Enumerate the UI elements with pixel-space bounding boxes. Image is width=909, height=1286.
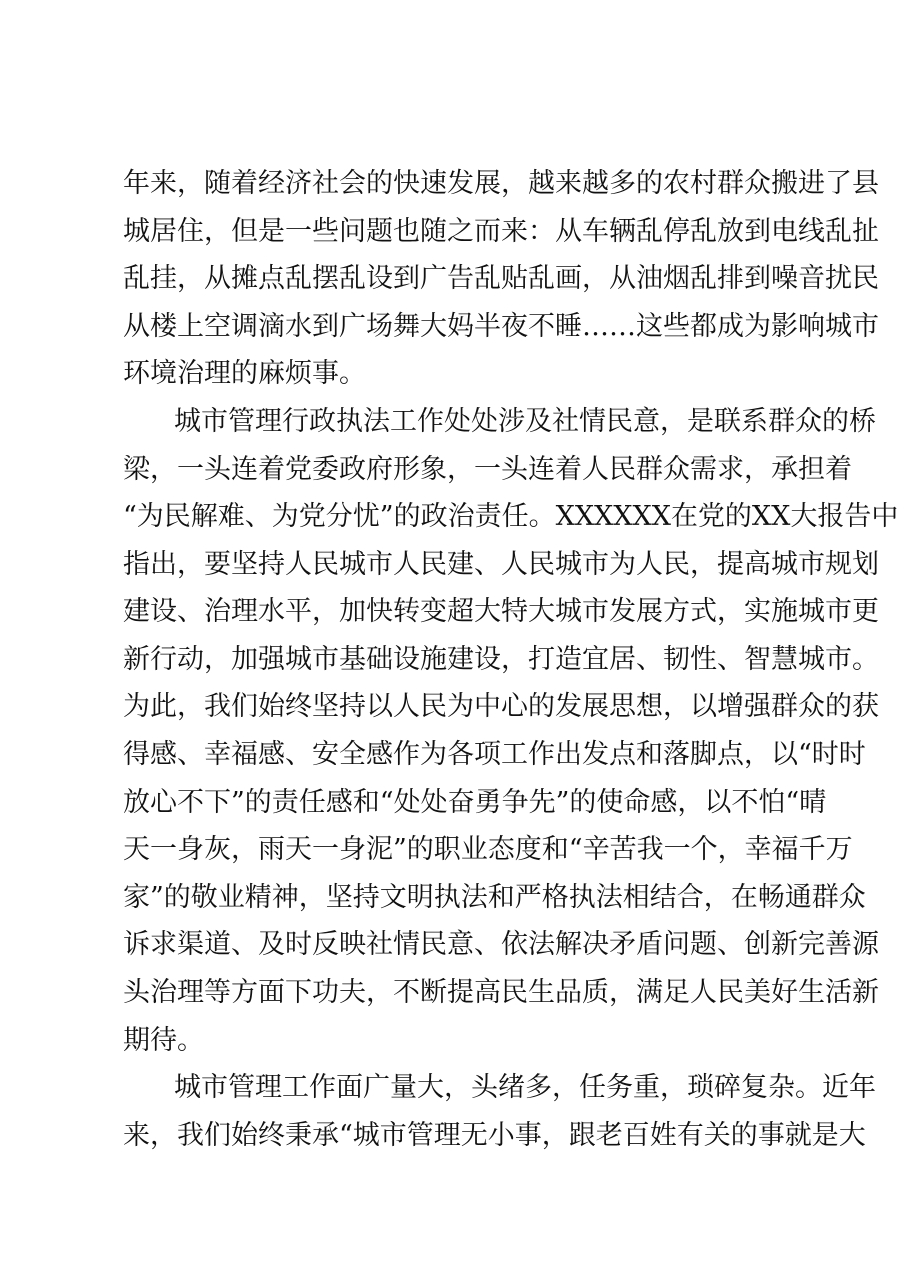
text-line: 新行动，加强城市基础设施建设，打造宜居、韧性、智慧城市。 [123,644,879,675]
text-line: 从楼上空调滴水到广场舞大妈半夜不睡……这些都成为影响城市 [123,311,879,342]
text-line: 城市管理行政执法工作处处涉及社情民意，是联系群众的桥 [174,406,876,437]
text-line: 梁，一头连着党委政府形象，一头连着人民群众需求，承担着 [123,454,852,485]
text-line: 得感、幸福感、安全感作为各项工作出发点和落脚点，以“时时 [123,739,866,770]
text-line: 城居住，但是一些问题也随之而来：从车辆乱停乱放到电线乱扯 [123,216,879,247]
text-line: 家”的敬业精神，坚持文明执法和严格执法相结合，在畅通群众 [123,882,866,913]
text-line: “为民解难、为党分忧”的政治责任。XXXXXX在党的XX大报告中 [123,501,899,532]
text-line: 乱挂，从摊点乱摆乱设到广告乱贴乱画，从油烟乱排到噪音扰民 [123,263,879,294]
text-line: 头治理等方面下功夫，不断提高民生品质，满足人民美好生活新 [123,977,879,1008]
text-line: 为此，我们始终坚持以人民为中心的发展思想，以增强群众的获 [123,691,879,722]
text-line: 建设、治理水平，加快转变超大特大城市发展方式，实施城市更 [123,596,879,627]
text-line: 天一身灰，雨天一身泥”的职业态度和“辛苦我一个，幸福千万 [123,834,853,865]
text-line: 环境治理的麻烦事。 [123,358,366,389]
text-line: 来，我们始终秉承“城市管理无小事，跟老百姓有关的事就是大 [123,1120,866,1151]
text-line: 诉求渠道、及时反映社情民意、依法解决矛盾问题、创新完善源 [123,929,879,960]
text-line: 年来，随着经济社会的快速发展，越来越多的农村群众搬进了县 [123,168,879,199]
text-line: 指出，要坚持人民城市人民建、人民城市为人民，提高城市规划 [123,549,879,580]
text-line: 城市管理工作面广量大，头绪多，任务重，琐碎复杂。近年 [174,1072,876,1103]
text-line: 放心不下”的责任感和“处处奋勇争先”的使命感，以不怕“晴 [123,787,827,818]
text-line: 期待。 [123,1025,204,1056]
